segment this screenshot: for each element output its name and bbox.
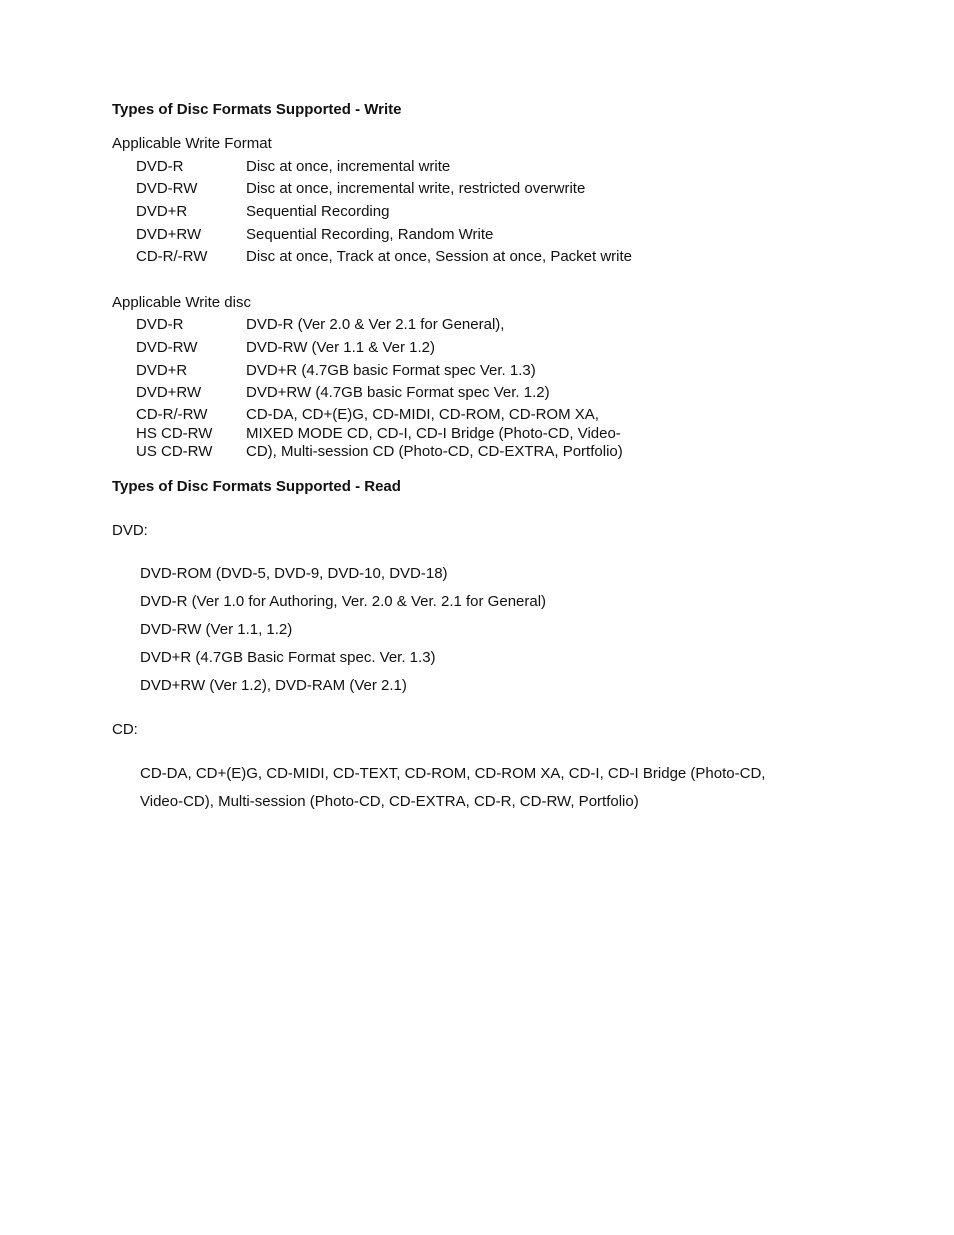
write-format-row [0,248,954,268]
disc-desc: DVD+RW (4.7GB basic Format spec Ver. 1.2) [246,384,550,401]
read-cd-line: CD-DA, CD+(E)G, CD-MIDI, CD-TEXT, CD-ROM, CD-ROM XA, CD-I, CD-I Bridge (Photo-CD, [140,765,766,782]
format-name: DVD+R [136,203,188,220]
disc-name: DVD-R [136,316,184,333]
write-section-heading: Types of Disc Formats Supported - Write [112,101,402,118]
write-disc-label: Applicable Write disc [112,294,251,311]
read-dvd-item: DVD-R (Ver 1.0 for Authoring, Ver. 2.0 & Ver. 2.1 for General) [140,593,547,610]
cd-disc-desc [246,406,623,462]
cd-disc-desc-line: CD), Multi-session CD (Photo-CD, CD-EXTRA, Portfolio) [246,443,623,460]
write-disc-row [0,384,954,404]
write-format-row [0,226,954,246]
write-disc-row [0,362,954,382]
disc-name: DVD+RW [136,384,202,401]
cd-disc-names [136,406,212,462]
format-desc: Disc at once, incremental write, restricted overwrite [246,180,586,197]
format-name: DVD+RW [136,226,202,243]
read-dvd-item: DVD+RW (Ver 1.2), DVD-RAM (Ver 2.1) [140,677,407,694]
format-desc: Sequential Recording [246,203,390,220]
cd-disc-desc-line: CD-DA, CD+(E)G, CD-MIDI, CD-ROM, CD-ROM XA, [246,406,599,423]
disc-desc: DVD+R (4.7GB basic Format spec Ver. 1.3) [246,362,536,379]
cd-disc-desc-line: MIXED MODE CD, CD-I, CD-I Bridge (Photo-CD, Video- [246,424,621,442]
format-name: DVD-RW [136,180,198,197]
read-cd-line: Video-CD), Multi-session (Photo-CD, CD-EXTRA, CD-R, CD-RW, Portfolio) [140,793,639,810]
write-disc-row [0,316,954,336]
disc-desc: DVD-RW (Ver 1.1 & Ver 1.2) [246,339,435,356]
disc-name: DVD-RW [136,339,198,356]
write-format-row [0,158,954,178]
read-dvd-item: DVD-RW (Ver 1.1, 1.2) [140,621,293,638]
cd-disc-name: HS CD-RW [136,424,213,442]
cd-disc-name: CD-R/-RW [136,406,208,423]
disc-name: DVD+R [136,362,188,379]
read-dvd-item: DVD+R (4.7GB Basic Format spec. Ver. 1.3) [140,649,436,666]
read-section-heading: Types of Disc Formats Supported - Read [112,478,401,495]
format-desc: Disc at once, incremental write [246,158,451,175]
write-format-row [0,203,954,223]
format-name: CD-R/-RW [136,248,208,265]
format-name: DVD-R [136,158,184,175]
read-dvd-item: DVD-ROM (DVD-5, DVD-9, DVD-10, DVD-18) [140,565,448,582]
write-disc-row [0,339,954,359]
format-desc: Disc at once, Track at once, Session at once, Packet write [246,248,633,265]
read-dvd-label: DVD: [112,522,148,539]
cd-disc-name: US CD-RW [136,443,213,460]
read-cd-label: CD: [112,721,138,738]
write-format-row [0,180,954,200]
disc-desc: DVD-R (Ver 2.0 & Ver 2.1 for General), [246,316,505,333]
write-format-label: Applicable Write Format [112,135,272,152]
format-desc: Sequential Recording, Random Write [246,226,494,243]
